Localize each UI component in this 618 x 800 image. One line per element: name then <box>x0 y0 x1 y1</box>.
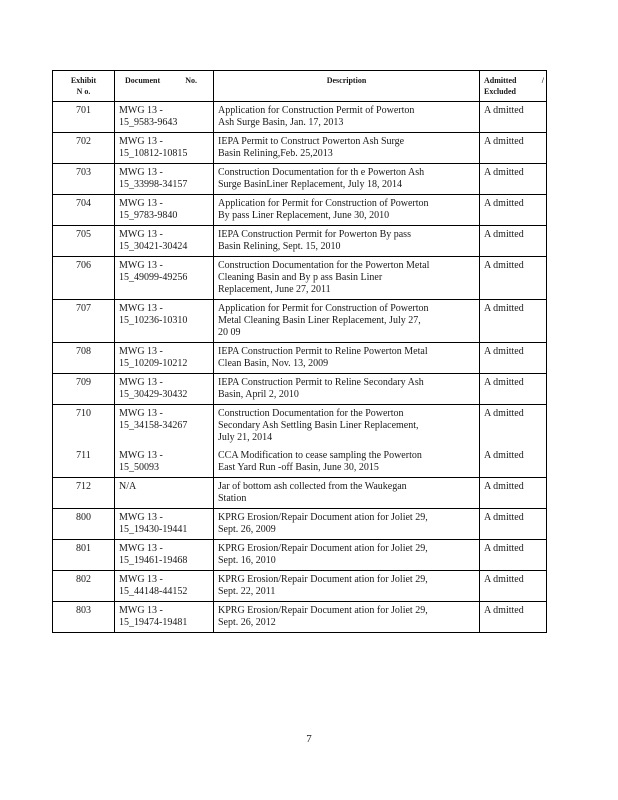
exhibit-number: 702 <box>53 133 115 164</box>
document-number <box>115 509 214 540</box>
document-number-line1: MWG 13 - <box>119 303 163 314</box>
description-line2: Cleaning Basin and By p ass Basin Liner <box>218 272 383 283</box>
table-row <box>53 133 547 164</box>
admitted-status: A dmitted <box>480 509 547 540</box>
document-number-line2: 15_30429-30432 <box>119 389 188 400</box>
document-number-line2: 15_44148-44152 <box>119 586 188 597</box>
document-number-line2: 15_9783-9840 <box>119 210 178 221</box>
description-line1: KPRG Erosion/Repair Document ation for Joliet 29, <box>218 543 428 554</box>
description-line2: East Yard Run -off Basin, June 30, 2015 <box>218 462 379 473</box>
admitted-status: A dmitted <box>480 602 547 633</box>
admitted-status: A dmitted <box>480 478 547 509</box>
page-number: 7 <box>306 733 312 745</box>
description-line2: Sept. 26, 2009 <box>218 524 276 535</box>
description-line2: Secondary Ash Settling Basin Liner Replacement, <box>218 420 419 431</box>
exhibit-number: 709 <box>53 374 115 405</box>
table-row <box>53 405 547 448</box>
document-number-line1: MWG 13 - <box>119 229 163 240</box>
document-number <box>115 405 214 448</box>
document-number-line2: 15_33998-34157 <box>119 179 188 190</box>
exhibit-number: 803 <box>53 602 115 633</box>
description-line1: IEPA Construction Permit for Powerton By pass <box>218 229 411 240</box>
description-line1: IEPA Construction Permit to Reline Powerton Metal <box>218 346 428 357</box>
description <box>214 509 480 540</box>
document-number <box>115 226 214 257</box>
description <box>214 226 480 257</box>
document-number-line1: MWG 13 - <box>119 198 163 209</box>
description <box>214 540 480 571</box>
description <box>214 374 480 405</box>
description-line1: Application for Permit for Construction of Powerton <box>218 198 429 209</box>
admitted-status: A dmitted <box>480 195 547 226</box>
exhibit-number: 800 <box>53 509 115 540</box>
exhibit-number: 710 <box>53 405 115 448</box>
document-number <box>115 133 214 164</box>
description-line2: Basin Relining,Feb. 25,2013 <box>218 148 333 159</box>
document-number <box>115 602 214 633</box>
table-row <box>53 571 547 602</box>
description <box>214 478 480 509</box>
document-number-line2: 15_10812-10815 <box>119 148 188 159</box>
admitted-status: A dmitted <box>480 102 547 133</box>
document-number <box>115 257 214 300</box>
document-number <box>115 540 214 571</box>
table-row <box>53 300 547 343</box>
header-description: Description <box>214 71 480 102</box>
admitted-status: A dmitted <box>480 405 547 448</box>
table-row <box>53 540 547 571</box>
description-line1: KPRG Erosion/Repair Document ation for Joliet 29, <box>218 512 428 523</box>
description <box>214 602 480 633</box>
description-line2: Clean Basin, Nov. 13, 2009 <box>218 358 329 369</box>
description <box>214 195 480 226</box>
description-line1: KPRG Erosion/Repair Document ation for Joliet 29, <box>218 605 428 616</box>
description-line1: Construction Documentation for th e Powerton Ash <box>218 167 425 178</box>
description <box>214 343 480 374</box>
document-number-line2: 15_19461-19468 <box>119 555 188 566</box>
table-row <box>53 447 547 478</box>
header-document-label: Document <box>125 76 161 85</box>
table-row <box>53 374 547 405</box>
description-line1: Application for Permit for Construction of Powerton <box>218 303 429 314</box>
document-number-line1: MWG 13 - <box>119 574 163 585</box>
document-number-line1: MWG 13 - <box>119 450 163 461</box>
document-number-line1: MWG 13 - <box>119 346 163 357</box>
description <box>214 133 480 164</box>
table-row <box>53 195 547 226</box>
document-number <box>115 571 214 602</box>
description-line2: By pass Liner Replacement, June 30, 2010 <box>218 210 390 221</box>
table-row <box>53 478 547 509</box>
exhibit-number: 707 <box>53 300 115 343</box>
description <box>214 102 480 133</box>
description-line3: 20 09 <box>218 327 241 338</box>
exhibit-number: 711 <box>53 447 115 478</box>
description <box>214 405 480 448</box>
table-row <box>53 257 547 300</box>
document-number-line1: MWG 13 - <box>119 136 163 147</box>
document-number-line2: 15_19474-19481 <box>119 617 188 628</box>
document-number-line2: 15_10209-10212 <box>119 358 188 369</box>
exhibit-number: 712 <box>53 478 115 509</box>
description-line2: Station <box>218 493 247 504</box>
admitted-status: A dmitted <box>480 343 547 374</box>
description-line2: Metal Cleaning Basin Liner Replacement, July 27, <box>218 315 421 326</box>
document-number-line1: MWG 13 - <box>119 105 163 116</box>
document-number <box>115 195 214 226</box>
table-row <box>53 102 547 133</box>
header-document-no: No. <box>185 76 197 85</box>
exhibit-number: 705 <box>53 226 115 257</box>
document-number <box>115 102 214 133</box>
exhibit-number: 708 <box>53 343 115 374</box>
admitted-status: A dmitted <box>480 447 547 478</box>
document-number <box>115 300 214 343</box>
description <box>214 447 480 478</box>
exhibit-number: 704 <box>53 195 115 226</box>
description-line2: Sept. 22, 2011 <box>218 586 276 597</box>
description-line2: Sept. 16, 2010 <box>218 555 276 566</box>
document-number <box>115 478 214 509</box>
document-number-line2: 15_49099-49256 <box>119 272 188 283</box>
document-number-line2: 15_50093 <box>119 462 159 473</box>
description-line2: Sept. 26, 2012 <box>218 617 276 628</box>
document-number-line1: MWG 13 - <box>119 408 163 419</box>
description <box>214 164 480 195</box>
document-number-line2: 15_10236-10310 <box>119 315 188 326</box>
exhibit-table <box>52 70 547 633</box>
document-number-line1: MWG 13 - <box>119 377 163 388</box>
exhibit-number: 801 <box>53 540 115 571</box>
document-number-line2: 15_30421-30424 <box>119 241 188 252</box>
admitted-status: A dmitted <box>480 226 547 257</box>
header-admitted <box>480 71 547 102</box>
description-line1: Construction Documentation for the Powerton Metal <box>218 260 430 271</box>
header-exhibit-line1: Exhibit <box>70 76 97 85</box>
exhibit-number: 802 <box>53 571 115 602</box>
admitted-status: A dmitted <box>480 300 547 343</box>
table-header-row <box>53 71 547 102</box>
admitted-status: A dmitted <box>480 374 547 405</box>
description <box>214 300 480 343</box>
admitted-status: A dmitted <box>480 164 547 195</box>
header-document <box>115 71 214 102</box>
table-row <box>53 602 547 633</box>
description-line3: Replacement, June 27, 2011 <box>218 284 331 295</box>
header-admitted-label: Admitted <box>484 76 517 85</box>
description-line2: Surge BasinLiner Replacement, July 18, 2014 <box>218 179 402 190</box>
admitted-status: A dmitted <box>480 257 547 300</box>
document-number <box>115 164 214 195</box>
document-number-line1: MWG 13 - <box>119 543 163 554</box>
document-number <box>115 374 214 405</box>
document-number-line1: MWG 13 - <box>119 605 163 616</box>
document-number <box>115 447 214 478</box>
description-line3: July 21, 2014 <box>218 432 273 443</box>
description-line2: Ash Surge Basin, Jan. 17, 2013 <box>218 117 344 128</box>
description-line1: Jar of bottom ash collected from the Waukegan <box>218 481 407 492</box>
exhibit-number: 706 <box>53 257 115 300</box>
header-exhibit-line2: N o. <box>76 87 91 96</box>
description-line1: KPRG Erosion/Repair Document ation for Joliet 29, <box>218 574 428 585</box>
admitted-status: A dmitted <box>480 133 547 164</box>
header-admitted-slash: / <box>541 76 544 85</box>
document-number <box>115 343 214 374</box>
table-row <box>53 164 547 195</box>
table-row <box>53 343 547 374</box>
document-number-line1: MWG 13 - <box>119 512 163 523</box>
description-line2: Basin, April 2, 2010 <box>218 389 299 400</box>
admitted-status: A dmitted <box>480 571 547 602</box>
table-row <box>53 509 547 540</box>
exhibit-number: 701 <box>53 102 115 133</box>
table-row <box>53 226 547 257</box>
description-line2: Basin Relining, Sept. 15, 2010 <box>218 241 341 252</box>
header-exhibit <box>53 71 115 102</box>
document-number-line2: 15_19430-19441 <box>119 524 188 535</box>
description <box>214 571 480 602</box>
exhibit-number: 703 <box>53 164 115 195</box>
description-line1: IEPA Construction Permit to Reline Secondary Ash <box>218 377 424 388</box>
description-line1: Construction Documentation for the Powerton <box>218 408 404 419</box>
admitted-status: A dmitted <box>480 540 547 571</box>
description <box>214 257 480 300</box>
document-number-line2: 15_9583-9643 <box>119 117 178 128</box>
header-excluded-label: Excluded <box>484 87 517 96</box>
document-number-line1: MWG 13 - <box>119 260 163 271</box>
document-number-line1: N/A <box>119 481 137 492</box>
description-line1: IEPA Permit to Construct Powerton Ash Surge <box>218 136 405 147</box>
description-line1: Application for Construction Permit of Powerton <box>218 105 415 116</box>
document-number-line2: 15_34158-34267 <box>119 420 188 431</box>
description-line1: CCA Modification to cease sampling the Powerton <box>218 450 422 461</box>
document-number-line1: MWG 13 - <box>119 167 163 178</box>
